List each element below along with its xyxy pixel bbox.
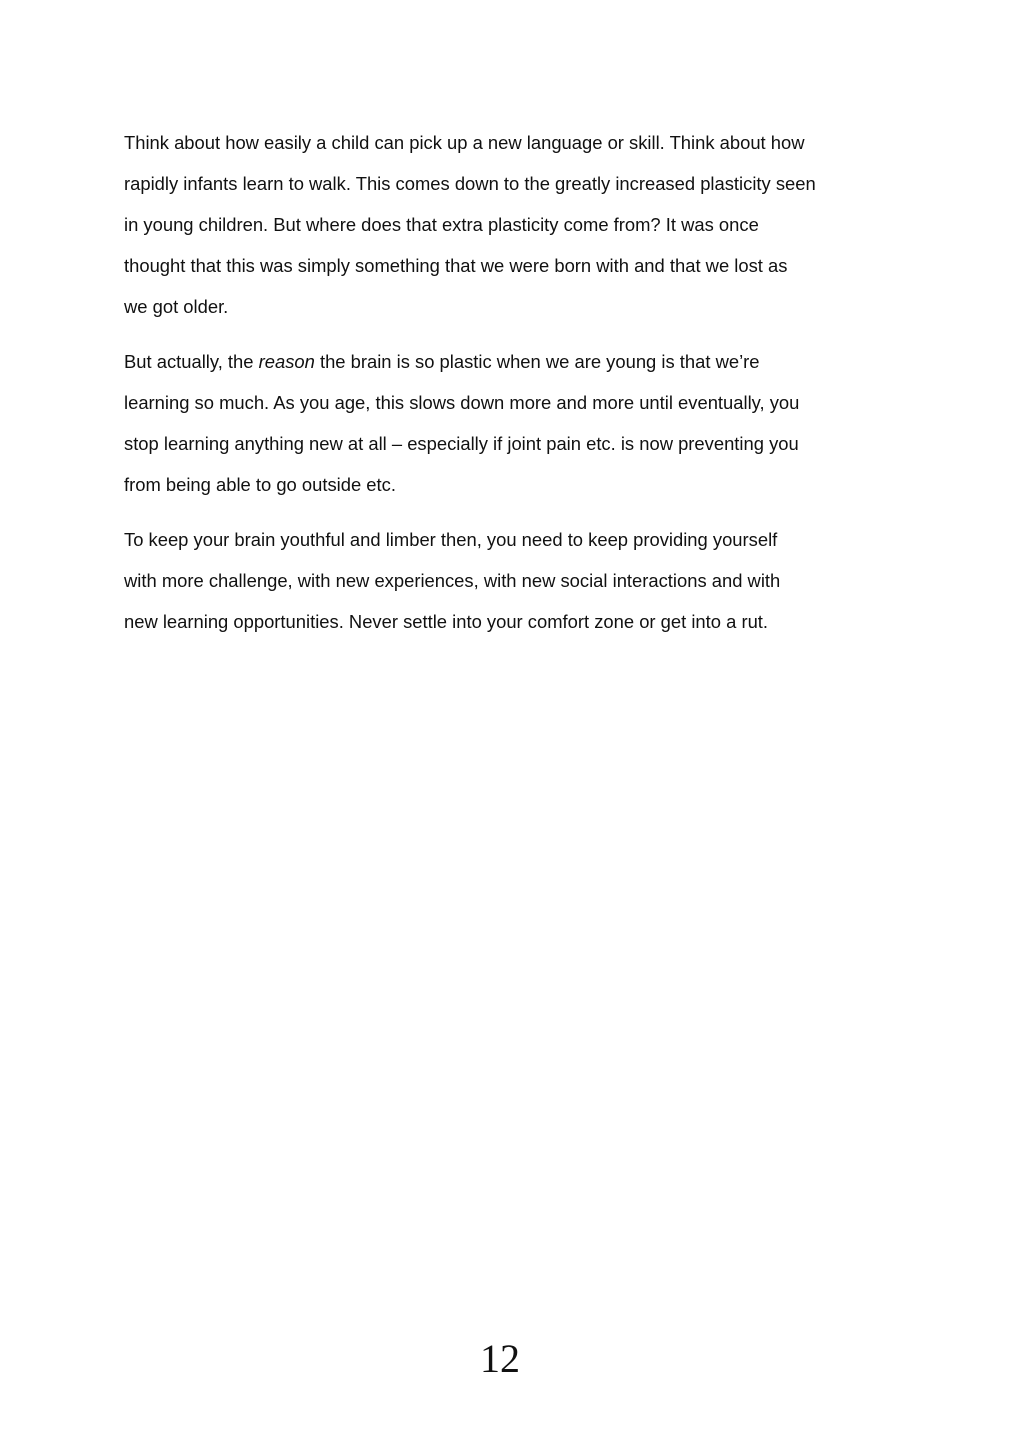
text-line: learning so much. As you age, this slows down more and more until eventually, you xyxy=(124,392,800,413)
text-line: thought that this was simply something that we were born with and that we lost as xyxy=(124,255,788,276)
paragraph-2 xyxy=(124,341,904,505)
text-run: the brain is so plastic when we are young is that we’re xyxy=(314,351,760,372)
text-line: To keep your brain youthful and limber then, you need to keep providing yourself xyxy=(124,529,778,550)
text-line: we got older. xyxy=(124,296,229,317)
text-line: from being able to go outside etc. xyxy=(124,474,396,495)
text-line: rapidly infants learn to walk. This comes down to the greatly increased plasticity seen xyxy=(124,173,816,194)
text-line: new learning opportunities. Never settle into your comfort zone or get into a rut. xyxy=(124,611,769,632)
text-line: with more challenge, with new experiences, with new social interactions and with xyxy=(124,570,781,591)
paragraph-3 xyxy=(124,519,904,642)
page-number: 12 xyxy=(480,1336,520,1381)
paragraph-1 xyxy=(124,122,904,327)
text-line: stop learning anything new at all – especially if joint pain etc. is now preventing you xyxy=(124,433,799,454)
text-run: But actually, the xyxy=(124,351,259,372)
emphasis-text: reason xyxy=(258,351,315,372)
body-text xyxy=(124,122,904,656)
text-line xyxy=(124,341,904,382)
text-line: Think about how easily a child can pick up a new language or skill. Think about how xyxy=(124,132,805,153)
text-line: in young children. But where does that extra plasticity come from? It was once xyxy=(124,214,759,235)
